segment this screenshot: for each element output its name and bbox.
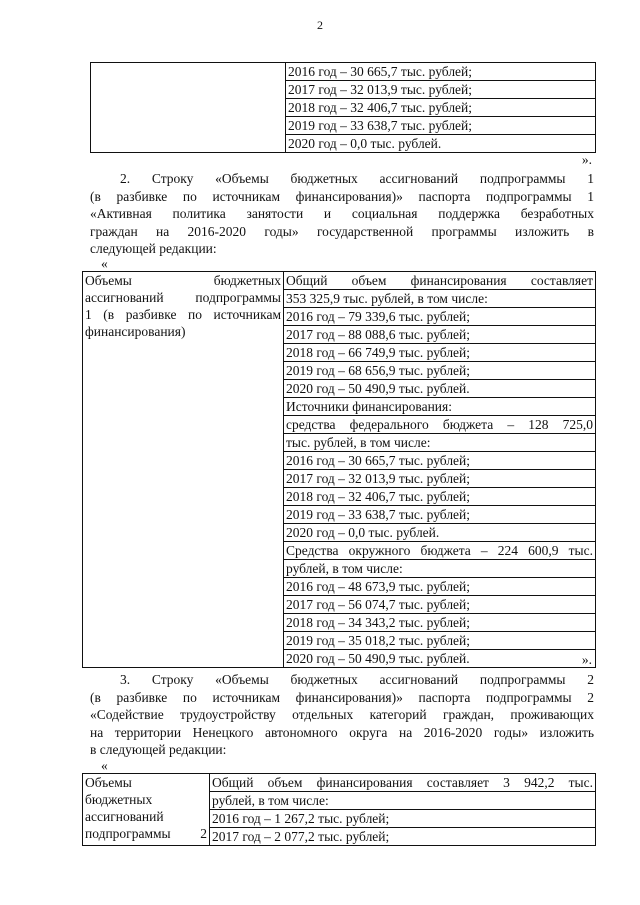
row-heading-line: Объемы <box>85 775 132 790</box>
table-row: Средства окружного бюджета – 224 600,9 тыс. <box>286 543 593 558</box>
row-heading-line: ассигнований <box>85 809 164 824</box>
table-row: 353 325,9 тыс. рублей, в том числе: <box>284 290 595 308</box>
table-row: 2020 год – 50 490,9 тыс. рублей. <box>286 651 470 666</box>
paragraph-line: граждан на 2016-2020 годы» государственной программы изложить в <box>90 223 594 239</box>
opening-quote: « <box>101 758 108 773</box>
table-right-cell <box>286 63 596 153</box>
table-row: 2019 год – 33 638,7 тыс. рублей; <box>284 506 595 524</box>
table-row: 2020 год – 50 490,9 тыс. рублей. <box>284 380 595 398</box>
table-row: 2020 год – 0,0 тыс. рублей. <box>288 136 442 151</box>
table-subprogram-2-funding <box>82 773 596 846</box>
table-continuation <box>90 62 596 153</box>
row-heading-line: бюджетных <box>85 792 153 807</box>
table-row: 2018 год – 32 406,7 тыс. рублей; <box>286 99 595 117</box>
row-heading-line: финансирования) <box>85 324 186 339</box>
table-row: 2016 год – 30 665,7 тыс. рублей; <box>284 452 595 470</box>
table-row: 2019 год – 68 656,9 тыс. рублей; <box>284 362 595 380</box>
table-row: рублей, в том числе: <box>210 792 595 810</box>
paragraph-item-2 <box>90 170 594 258</box>
row-heading-line: подпрограммы 2 <box>85 826 207 841</box>
table-row: 2016 год – 30 665,7 тыс. рублей; <box>286 63 595 81</box>
closing-quote: ». <box>581 652 592 667</box>
table-row: Общий объем финансирования составляет 3 942,2 тыс. <box>212 775 593 790</box>
paragraph-line: в следующей редакции: <box>90 742 227 757</box>
paragraph-line: 3. Строку «Объемы бюджетных ассигнований подпрограммы 2 <box>120 672 594 687</box>
opening-quote: « <box>101 256 108 271</box>
table-row: 2017 год – 88 088,6 тыс. рублей; <box>284 326 595 344</box>
table-row: 2018 год – 32 406,7 тыс. рублей; <box>284 488 595 506</box>
paragraph-line: на территории Ненецкого автономного округа на 2016-2020 годы» изложить <box>90 724 594 740</box>
paragraph-line: (в разбивке по источникам финансирования)» паспорта подпрограммы 1 <box>90 188 594 204</box>
paragraph-line: «Активная политика занятости и социальная поддержка безработных <box>90 206 594 221</box>
paragraph-line: 2. Строку «Объемы бюджетных ассигнований подпрограммы 1 <box>120 171 594 186</box>
table-row: тыс. рублей, в том числе: <box>284 434 595 452</box>
row-heading-line: 1 (в разбивке по источникам <box>85 307 281 322</box>
table-row: 2017 год – 32 013,9 тыс. рублей; <box>286 81 595 99</box>
table-row: Источники финансирования: <box>284 398 595 416</box>
table-row: 2017 год – 56 074,7 тыс. рублей; <box>284 596 595 614</box>
page-number: 2 <box>317 18 323 32</box>
table-right-cell <box>210 774 596 846</box>
table-row: средства федерального бюджета – 128 725,0 <box>286 417 593 432</box>
paragraph-line: (в разбивке по источникам финансирования)» паспорта подпрограммы 2 <box>90 689 594 705</box>
table-row: рублей, в том числе: <box>284 560 595 578</box>
closing-quote: ». <box>581 152 592 167</box>
table-subprogram-1-funding <box>82 271 596 668</box>
table-row: 2016 год – 79 339,6 тыс. рублей; <box>284 308 595 326</box>
table-row: 2018 год – 66 749,9 тыс. рублей; <box>284 344 595 362</box>
table-left-cell <box>83 272 284 668</box>
table-left-cell <box>83 774 210 846</box>
table-row: Общий объем финансирования составляет <box>286 273 593 288</box>
table-row: 2019 год – 35 018,2 тыс. рублей; <box>284 632 595 650</box>
table-row: 2016 год – 1 267,2 тыс. рублей; <box>210 810 595 828</box>
table-left-cell-empty <box>91 63 286 153</box>
row-heading-line: ассигнований подпрограммы <box>85 290 281 305</box>
table-right-cell <box>284 272 596 668</box>
table-row: 2018 год – 34 343,2 тыс. рублей; <box>284 614 595 632</box>
table-row: 2016 год – 48 673,9 тыс. рублей; <box>284 578 595 596</box>
paragraph-line: «Содействие трудоустройству отдельных категорий граждан, проживающих <box>90 707 594 722</box>
table-row: 2017 год – 2 077,2 тыс. рублей; <box>212 829 390 844</box>
row-heading-line: Объемы бюджетных <box>85 273 281 288</box>
table-row: 2019 год – 33 638,7 тыс. рублей; <box>286 117 595 135</box>
paragraph-item-3 <box>90 671 594 759</box>
table-row: 2020 год – 0,0 тыс. рублей. <box>284 524 595 542</box>
paragraph-line: следующей редакции: <box>90 241 217 256</box>
table-row: 2017 год – 32 013,9 тыс. рублей; <box>284 470 595 488</box>
